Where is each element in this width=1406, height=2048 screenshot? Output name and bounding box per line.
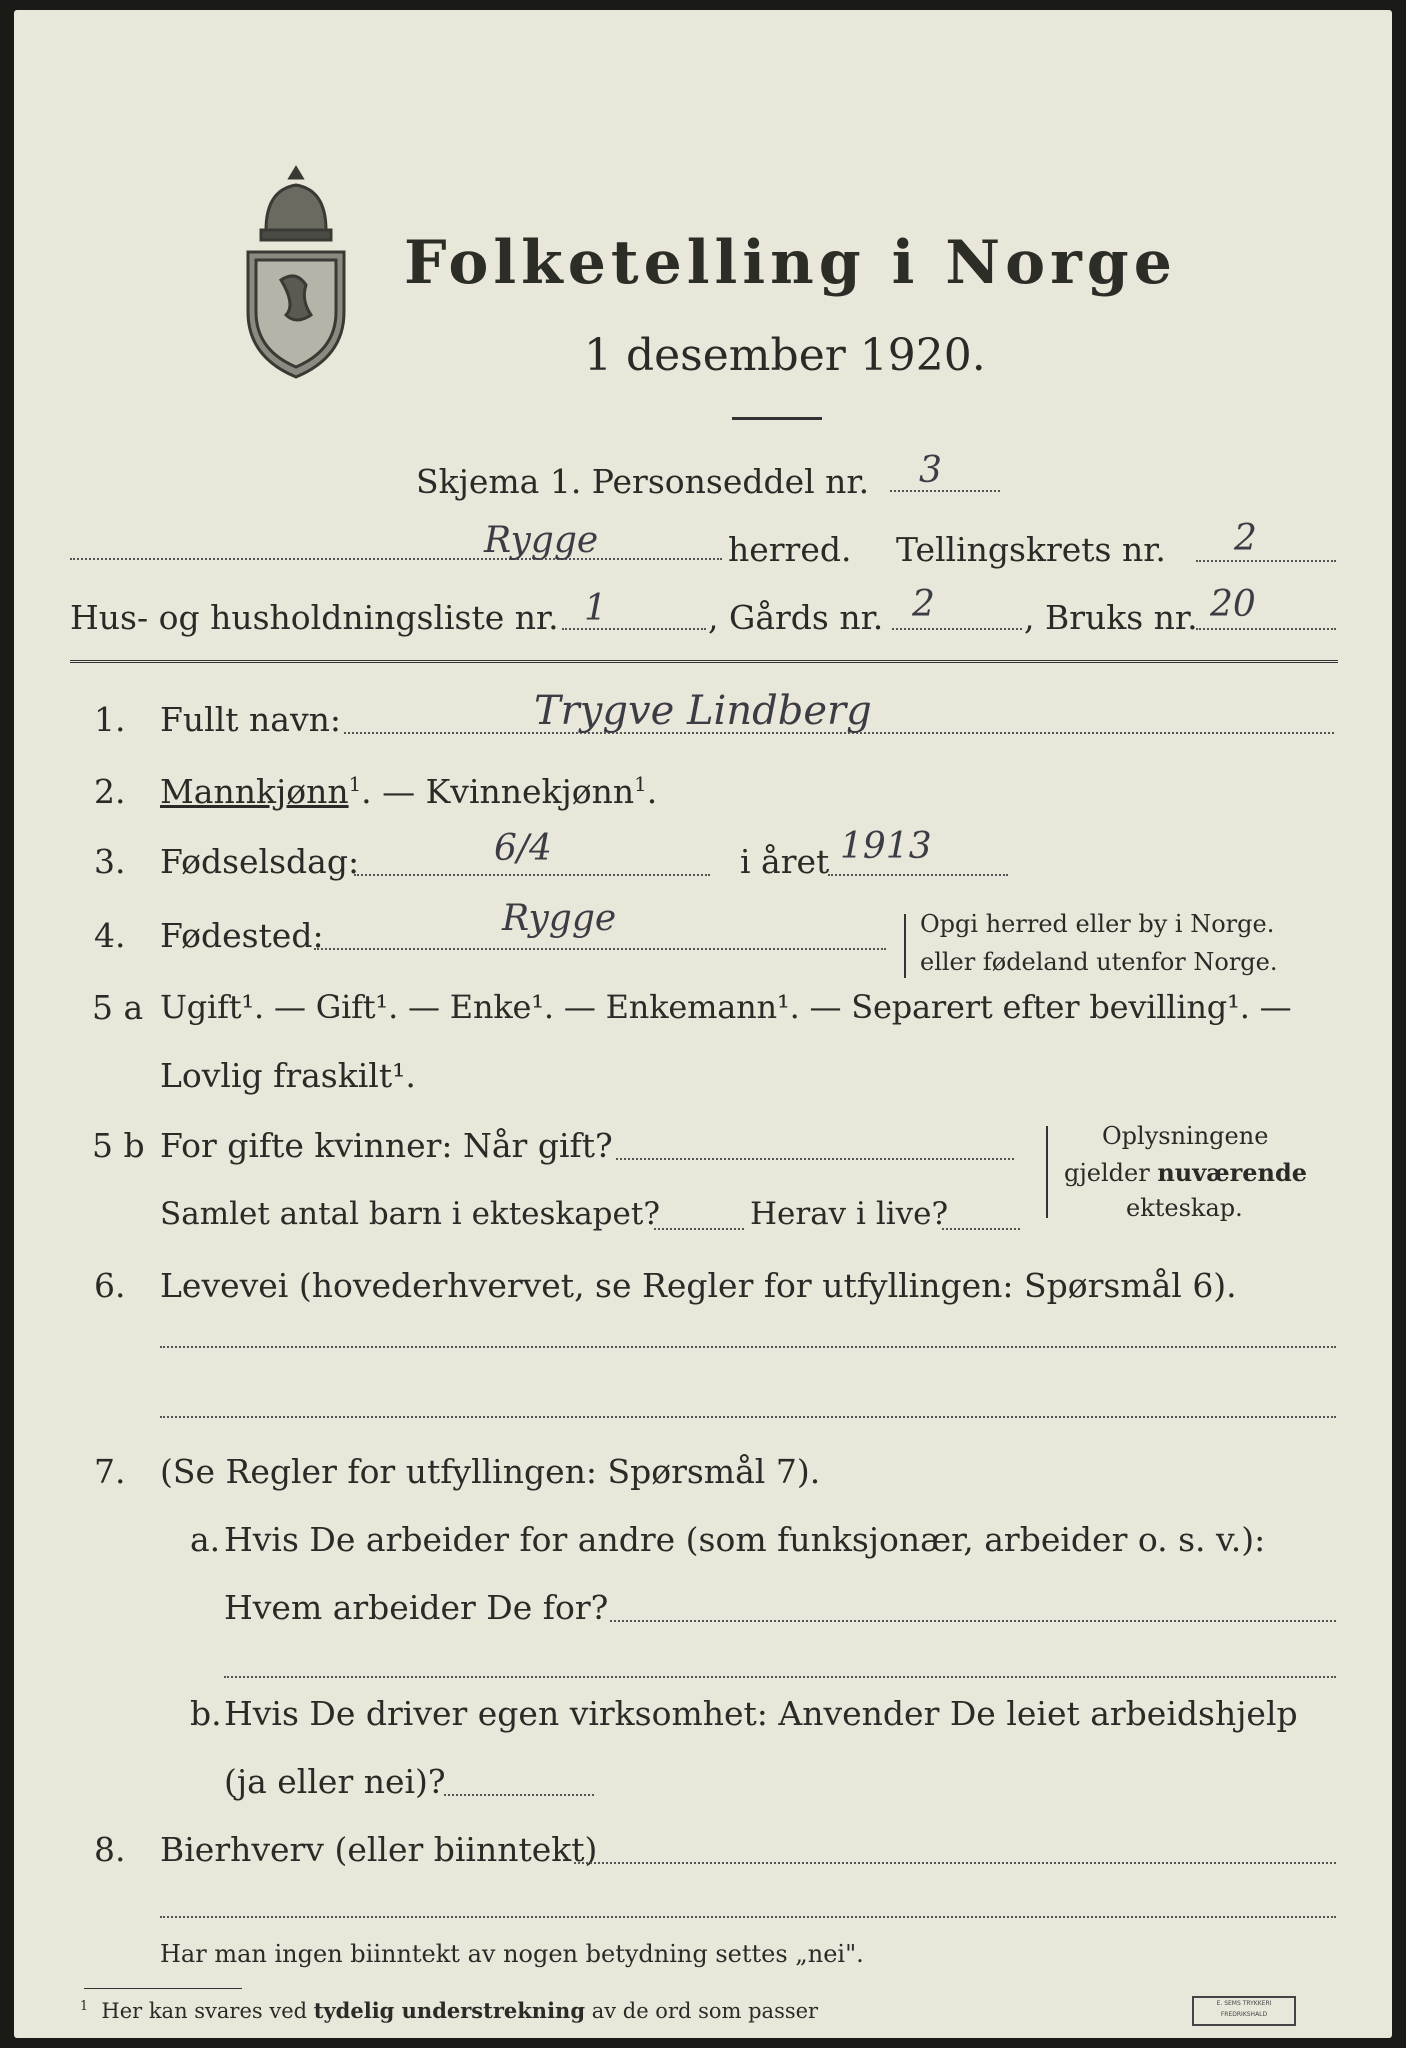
q7-label: (Se Regler for utfyllingen: Spørsmål 7). xyxy=(160,1452,821,1491)
q5b-note-line1: Oplysningene xyxy=(1102,1122,1269,1150)
q6-label: Levevei (hovederhvervet, se Regler for utfyllingen: Spørsmål 6). xyxy=(160,1266,1237,1305)
q2-end: . xyxy=(646,772,658,811)
gender-male-option[interactable]: Mannkjønn xyxy=(160,772,349,811)
q4-note-line2: eller fødeland utenfor Norge. xyxy=(920,948,1278,976)
birth-year-value[interactable]: 1913 xyxy=(840,826,932,867)
q3-year-label: i året xyxy=(740,842,830,881)
full-name-value[interactable]: Trygve Lindberg xyxy=(534,688,872,734)
footnote-divider xyxy=(84,1988,242,1989)
q7b-line1: Hvis De driver egen virksomhet: Anvender De leiet arbeidshjelp xyxy=(224,1694,1298,1733)
q7a-letter: a. xyxy=(190,1520,221,1559)
q5b-line1: For gifte kvinner: Når gift? xyxy=(160,1126,613,1165)
q5a-number: 5 a xyxy=(92,988,144,1027)
q5b-number: 5 b xyxy=(92,1126,145,1165)
footnote: $^1$ Her kan svares ved tydelig understrekning av de ord som passer xyxy=(80,1998,819,2023)
q4-label: Fødested: xyxy=(160,916,324,955)
q1-label: Fullt navn: xyxy=(160,700,341,739)
gards-label: , Gårds nr. xyxy=(708,598,884,637)
herred-value[interactable]: Rygge xyxy=(484,520,599,561)
occupation-field-line-1[interactable] xyxy=(160,1346,1336,1348)
q5b-alive-label: Herav i live? xyxy=(750,1196,949,1232)
skjema-field-line xyxy=(890,490,1000,492)
q5b-children-label: Samlet antal barn i ekteskapet? xyxy=(160,1196,660,1232)
birthplace-value[interactable]: Rygge xyxy=(502,898,617,939)
q4-note-line1: Opgi herred eller by i Norge. xyxy=(920,910,1275,938)
side-income-field-line-1[interactable] xyxy=(574,1862,1336,1864)
side-income-field-line-2[interactable] xyxy=(160,1916,1336,1918)
footnote-marker: 1 xyxy=(348,773,362,796)
title-divider xyxy=(732,417,822,420)
form-title: Folketelling i Norge xyxy=(404,228,1177,298)
q7a-line1: Hvis De arbeider for andre (som funksjonær, arbeider o. s. v.): xyxy=(224,1520,1266,1559)
bruks-value[interactable]: 20 xyxy=(1210,584,1256,625)
alive-field-line xyxy=(942,1228,1020,1230)
children-field-line xyxy=(654,1228,744,1230)
footnote-marker: 1 xyxy=(634,773,647,796)
q6-number: 6. xyxy=(94,1266,126,1305)
q4-brace xyxy=(904,914,906,978)
bruks-label: , Bruks nr. xyxy=(1024,598,1198,637)
husholdningsliste-label: Hus- og husholdningsliste nr. xyxy=(70,598,559,637)
personseddel-number[interactable]: 3 xyxy=(919,450,942,491)
q4-field-line xyxy=(314,948,886,950)
birth-date-value[interactable]: 6/4 xyxy=(494,828,552,869)
herred-label: herred. xyxy=(728,530,852,569)
married-when-field-line xyxy=(616,1158,1014,1160)
employer-field-line-1[interactable] xyxy=(610,1620,1336,1622)
printer-stamp: E. SEMS TRYKKERI FREDRIKSHALD xyxy=(1192,1996,1296,2026)
q7b-letter: b. xyxy=(190,1694,222,1733)
gards-value[interactable]: 2 xyxy=(912,584,935,625)
coat-of-arms-icon xyxy=(236,160,356,382)
q8-number: 8. xyxy=(94,1830,126,1869)
q1-number: 1. xyxy=(94,700,126,739)
q7a-line2: Hvem arbeider De for? xyxy=(224,1588,609,1627)
q5b-note-line2: gjelder nuværende xyxy=(1064,1158,1308,1187)
tellingskrets-field-line xyxy=(1196,560,1336,562)
footnote-number: 1 xyxy=(80,1998,89,2013)
gender-female-option[interactable]: . — Kvinnekjønn xyxy=(361,772,635,811)
q5b-note-line3: ekteskap. xyxy=(1126,1194,1243,1222)
q2-number: 2. xyxy=(94,772,126,811)
gards-field-line xyxy=(892,628,1022,630)
skjema-label: Skjema 1. Personseddel nr. xyxy=(416,462,870,501)
q7b-line2: (ja eller nei)? xyxy=(224,1762,446,1801)
husholdningsliste-value[interactable]: 1 xyxy=(584,588,607,629)
q8-label: Bierhverv (eller biinntekt) xyxy=(160,1830,598,1869)
q4-number: 4. xyxy=(94,916,126,955)
tellingskrets-label: Tellingskrets nr. xyxy=(896,530,1166,569)
q2-gender xyxy=(160,772,657,811)
q3-label: Fødselsdag: xyxy=(160,842,360,881)
marital-status-divorced[interactable]: Lovlig fraskilt¹. xyxy=(160,1056,416,1095)
employer-field-line-2[interactable] xyxy=(224,1676,1336,1678)
q3-year-field-line xyxy=(828,874,1008,876)
q3-field-line xyxy=(354,874,710,876)
marital-status-options[interactable]: Ugift¹. — Gift¹. — Enke¹. — Enkemann¹. — Separert efter bevilling¹. — xyxy=(160,988,1292,1026)
herred-field-line xyxy=(70,558,722,560)
census-date: 1 desember 1920. xyxy=(584,330,986,381)
hired-help-field-line[interactable] xyxy=(444,1794,594,1796)
bruks-field-line xyxy=(1196,628,1336,630)
census-form xyxy=(14,10,1392,2038)
header-divider xyxy=(70,660,1338,663)
q7-number: 7. xyxy=(94,1452,126,1491)
tellingskrets-value[interactable]: 2 xyxy=(1234,518,1257,559)
occupation-field-line-2[interactable] xyxy=(160,1416,1336,1418)
q5b-brace xyxy=(1046,1126,1048,1218)
no-income-note: Har man ingen biinntekt av nogen betydning settes „nei". xyxy=(160,1940,864,1968)
q3-number: 3. xyxy=(94,842,126,881)
